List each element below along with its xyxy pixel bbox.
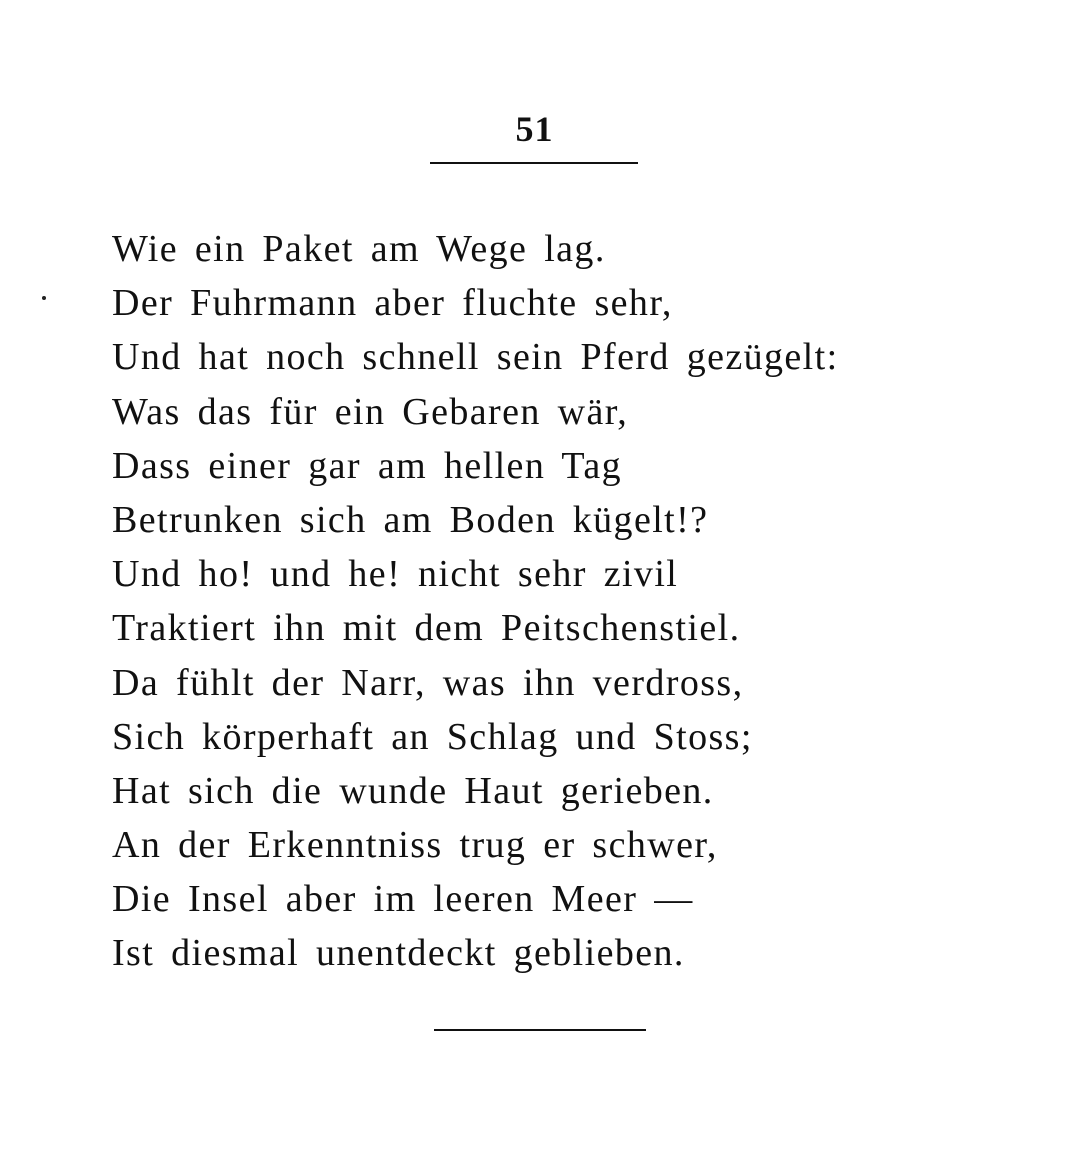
poem-line: Sich körperhaft an Schlag und Stoss; [112,715,753,758]
page-number-text: 51 [515,109,554,149]
page-number [0,108,1075,150]
poem-line: Dass einer gar am hellen Tag [112,444,623,487]
poem-body [112,222,1012,981]
poem-line: Und hat noch schnell sein Pferd gezügelt: [112,336,839,379]
poem-line: Hat sich die wunde Haut gerieben. [112,769,714,812]
poem-line: Ist diesmal unentdeckt geblieben. [112,932,685,975]
print-speck [42,296,46,300]
poem-line: Der Fuhrmann aber fluchte sehr, [112,282,673,325]
poem-line: An der Erkenntniss trug er schwer, [112,824,718,867]
poem-line: Betrunken sich am Boden kügelt!? [112,498,709,541]
poem-line: Traktiert ihn mit dem Peitschenstiel. [112,607,741,650]
footer-rule [434,1029,646,1031]
poem-line: Und ho! und he! nicht sehr zivil [112,553,679,596]
poem-line: Da fühlt der Narr, was ihn verdross, [112,661,744,704]
poem-line: Was das für ein Gebaren wär, [112,390,629,433]
poem-line: Wie ein Paket am Wege lag. [112,228,606,270]
header-rule [430,162,638,164]
poem-line: Die Insel aber im leeren Meer — [112,878,694,921]
